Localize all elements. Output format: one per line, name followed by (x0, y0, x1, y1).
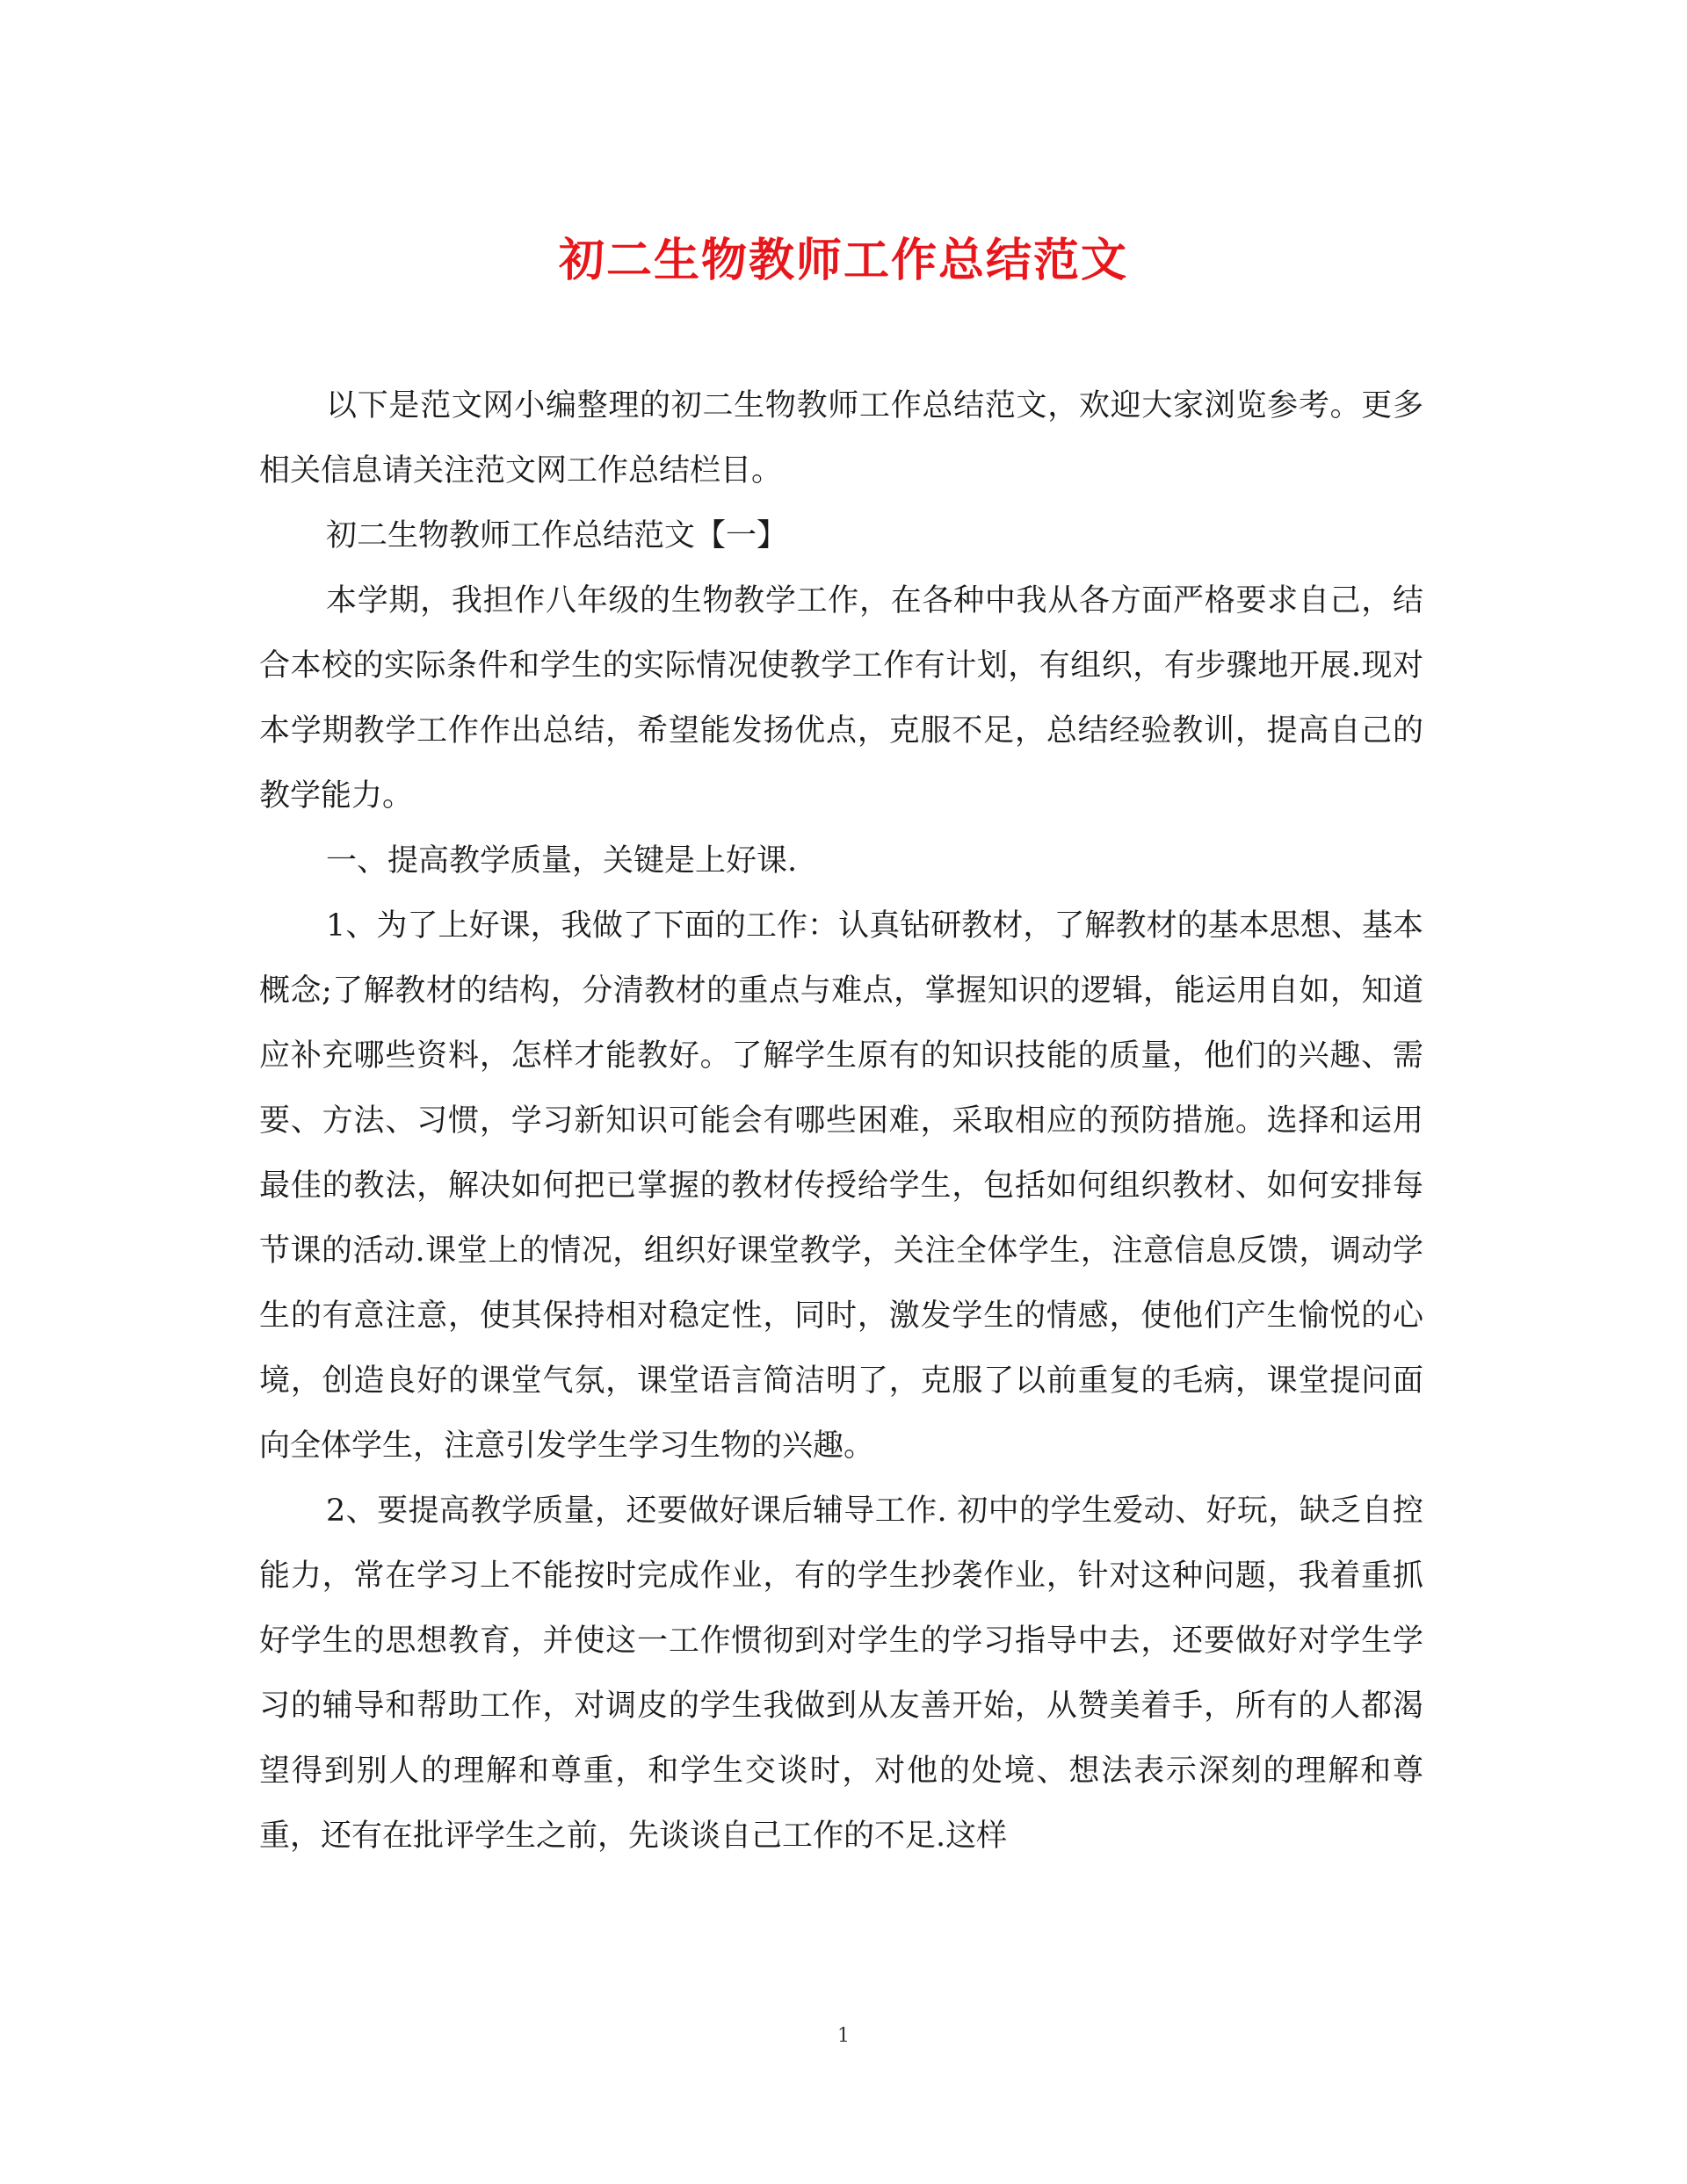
page-number: 1 (837, 2025, 850, 2047)
body-paragraph: 2、要提高教学质量，还要做好课后辅导工作. 初中的学生爱动、好玩，缺乏自控能力，常在学习上不能按时完成作业，有的学生抄袭作业，针对这种问题，我着重抓好学生的思想教育，并使这一工作惯彻到对学生的学习指导中去，还要做好对学生学习的辅导和帮助工作，对调皮的学生我做到从友善开始，从赞美着手，所有的人都渴望得到别人的理解和尊重，和学生交谈时，对他的处境、想法表示深刻的理解和尊重，还有在批评学生之前，先谈谈自己工作的不足.这样 (259, 1493, 1423, 1854)
intro-paragraph: 以下是范文网小编整理的初二生物教师工作总结范文，欢迎大家浏览参考。更多相关信息请关注范文网工作总结栏目。 (259, 388, 1423, 488)
body-paragraph: 本学期，我担作八年级的生物教学工作，在各种中我从各方面严格要求自己，结合本校的实际条件和学生的实际情况使教学工作有计划，有组织，有步骤地开展.现对本学期教学工作作出总结，希望能发扬优点，克服不足，总结经验教训，提高自己的教学能力。 (259, 583, 1423, 814)
document-body (259, 373, 1423, 1869)
body-paragraph: 1、为了上好课，我做了下面的工作：认真钻研教材，了解教材的基本思想、基本概念;了解教材的结构，分清教材的重点与难点，掌握知识的逻辑，能运用自如，知道应补充哪些资料，怎样才能教好。了解学生原有的知识技能的质量，他们的兴趣、需要、方法、习惯，学习新知识可能会有哪些困难，采取相应的预防措施。选择和运用最佳的教法，解决如何把已掌握的教材传授给学生，包括如何组织教材、如何安排每节课的活动.课堂上的情况，组织好课堂教学，关注全体学生，注意信息反馈，调动学生的有意注意，使其保持相对稳定性，同时，激发学生的情感，使他们产生愉悦的心境，创造良好的课堂气氛，课堂语言简洁明了，克服了以前重复的毛病，课堂提问面向全体学生，注意引发学生学习生物的兴趣。 (259, 908, 1423, 1464)
document-title: 初二生物教师工作总结范文 (558, 234, 1128, 287)
subsection-heading: 一、提高教学质量，关键是上好课. (326, 843, 798, 879)
section-heading: 初二生物教师工作总结范文【一】 (326, 518, 788, 553)
